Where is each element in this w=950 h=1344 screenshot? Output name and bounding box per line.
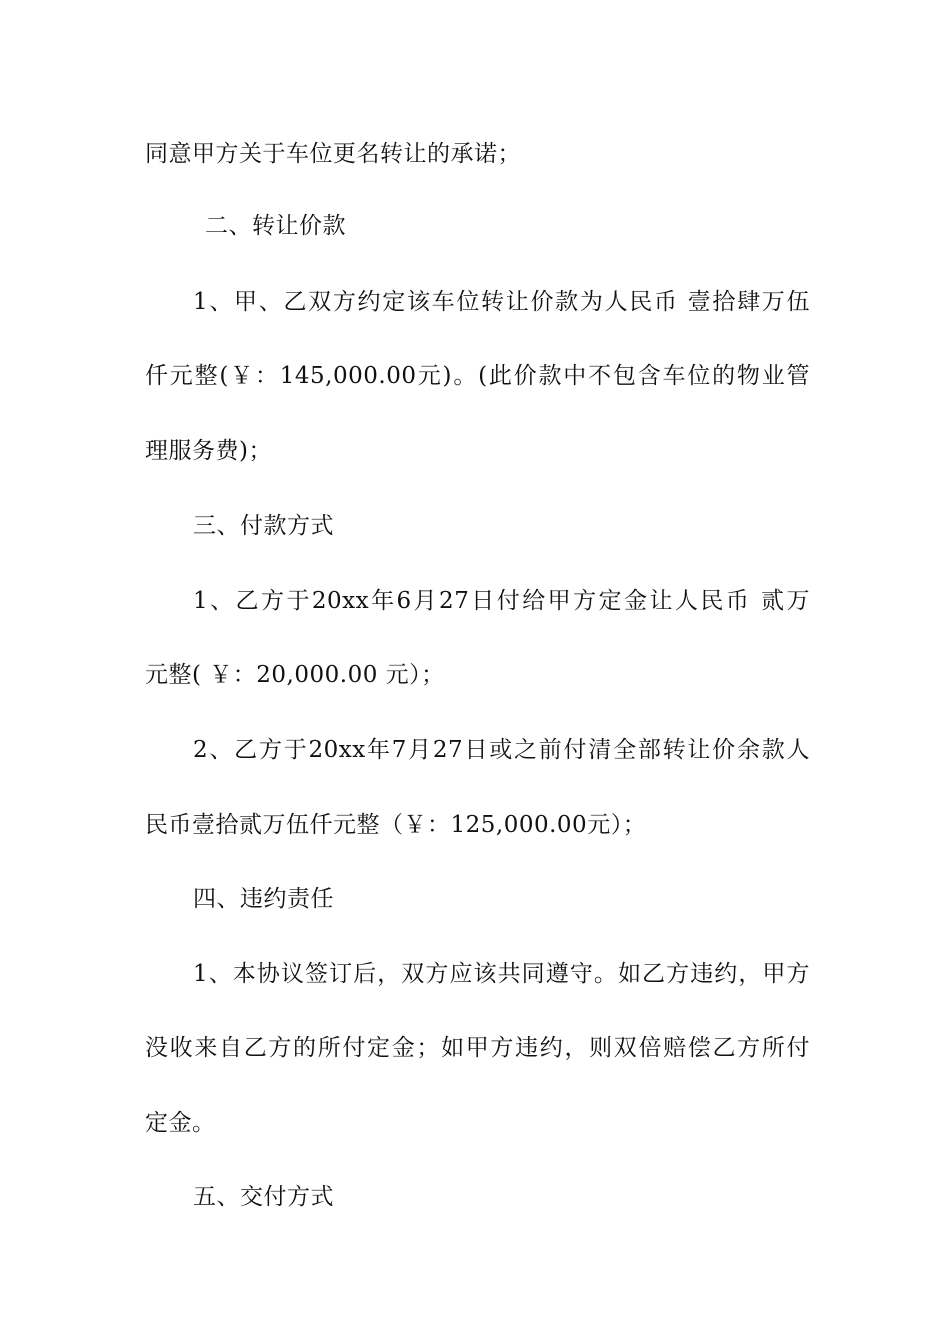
section-heading-liability: 四、违约责任 — [193, 886, 334, 912]
paragraph-line: 仟元整(￥：145,000.00元)。(此价款中不包含车位的物业管 — [145, 363, 810, 389]
paragraph-line: 同意甲方关于车位更名转让的承诺； — [145, 141, 521, 167]
paragraph-line: 1、本协议签订后，双方应该共同遵守。如乙方违约，甲方 — [193, 961, 810, 987]
section-heading-payment-method: 三、付款方式 — [193, 513, 334, 539]
paragraph-line: 没收来自乙方的所付定金；如甲方违约，则双倍赔偿乙方所付 — [145, 1035, 810, 1061]
section-heading-transfer-price: 二、转让价款 — [205, 213, 346, 239]
section-heading-delivery-method: 五、交付方式 — [193, 1184, 334, 1210]
paragraph-line: 理服务费)； — [145, 438, 272, 464]
paragraph-line: 1、甲、乙双方约定该车位转让价款为人民币 壹拾肆万伍 — [193, 289, 810, 315]
paragraph-line: 1、乙方于20xx年6月27日付给甲方定金让人民币 贰万 — [193, 588, 810, 614]
paragraph-line: 定金。 — [145, 1110, 216, 1136]
paragraph-line: 民币壹拾贰万伍仟元整（￥：125,000.00元）； — [145, 812, 647, 838]
paragraph-line: 元整( ￥：20,000.00 元）； — [145, 662, 445, 688]
paragraph-line: 2、乙方于20xx年7月27日或之前付清全部转让价余款人 — [193, 737, 810, 763]
